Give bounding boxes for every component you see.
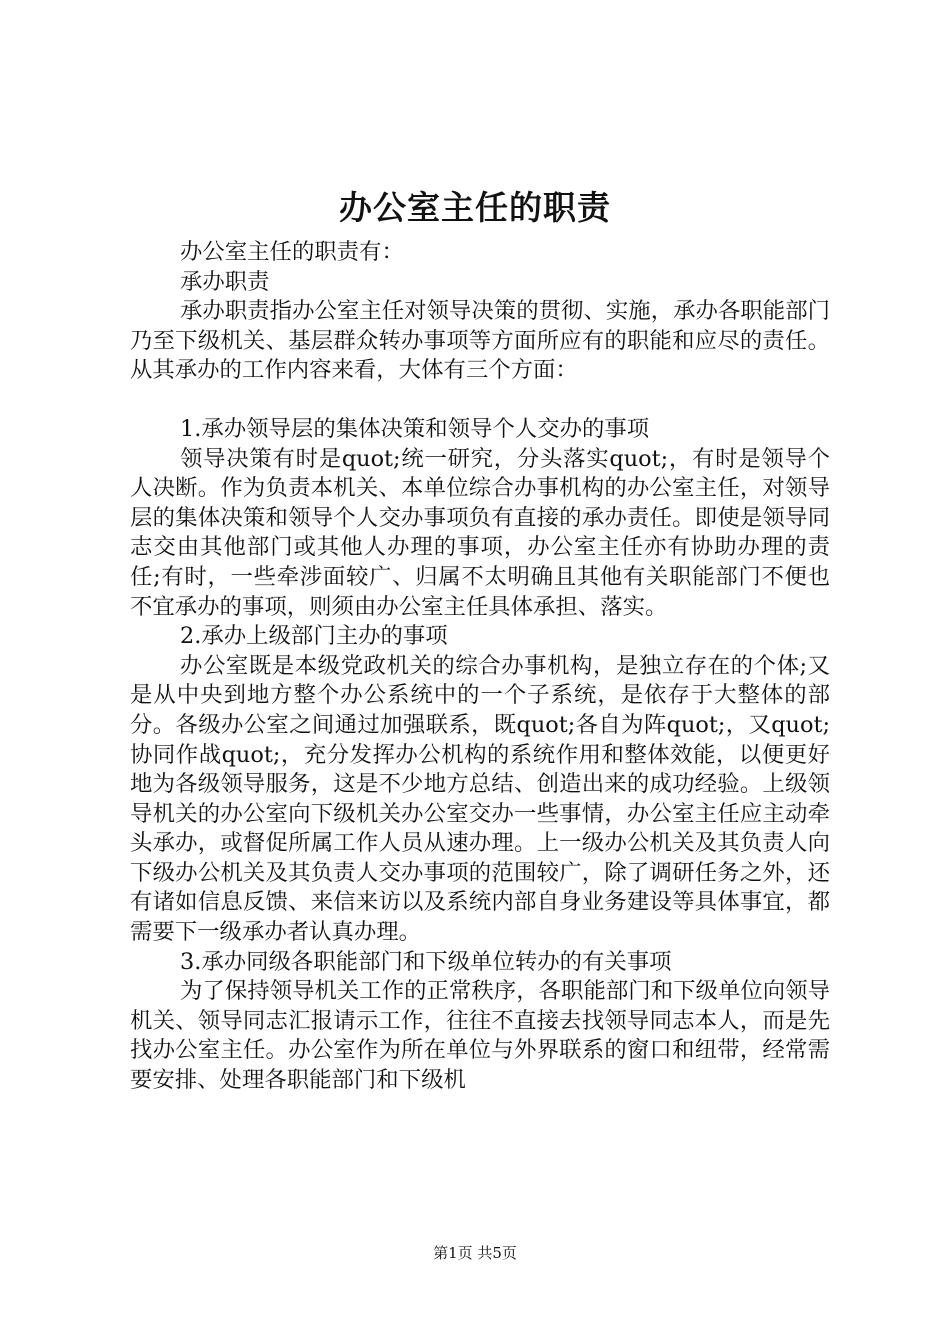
- document-body: [130, 238, 830, 1096]
- body-paragraph: 办公室既是本级党政机关的综合办事机构，是独立存在的个体;又是从中央到地方整个办公系统中的一个子系统，是依存于大整体的部分。各级办公室之间通过加强联系，既quot;各自为阵quot;，又quot;协同作战quot;，充分发挥办公机构的系统作用和整体效能，以便更好地为各级领导服务，这是不少地方总结、创造出来的成功经验。上级领导机关的办公室向下级机关办公室交办一些事情，办公室主任应主动牵头承办，或督促所属工作人员从速办理。上一级办公机关及其负责人向下级办公机关及其负责人交办事项的范围较广，除了调研任务之外，还有诸如信息反馈、来信来访以及系统内部自身业务建设等具体事宜，都需要下一级承办者认真办理。: [130, 652, 830, 946]
- body-paragraph: 承办职责指办公室主任对领导决策的贯彻、实施，承办各职能部门乃至下级机关、基层群众转办事项等方面所应有的职能和应尽的责任。从其承办的工作内容来看，大体有三个方面：: [130, 298, 830, 384]
- subsection-heading-1: 1.承办领导层的集体决策和领导个人交办的事项: [180, 415, 650, 442]
- body-paragraph: 为了保持领导机关工作的正常秩序，各职能部门和下级单位向领导机关、领导同志汇报请示工作，往往不直接去找领导同志本人，而是先找办公室主任。办公室作为所在单位与外界联系的窗口和纽带，经常需要安排、处理各职能部门和下级机: [130, 978, 830, 1094]
- subsection-heading-2: 2.承办上级部门主办的事项: [180, 623, 448, 650]
- document-title: 办公室主任的职责: [339, 188, 611, 227]
- body-paragraph: 领导决策有时是quot;统一研究，分头落实quot;，有时是领导个人决断。作为负责本机关、本单位综合办事机构的办公室主任，对领导层的集体决策和领导个人交办事项负有直接的承办责任。即使是领导同志交由其他部门或其他人办理的事项，办公室主任亦有协助办理的责任;有时，一些牵涉面较广、归属不太明确且其他有关职能部门不便也不宜承办的事项，则须由办公室主任具体承担、落实。: [130, 445, 830, 620]
- intro-line: 办公室主任的职责有：: [180, 239, 404, 265]
- subsection-heading-3: 3.承办同级各职能部门和下级单位转办的有关事项: [180, 948, 672, 975]
- paragraph-gap: [130, 386, 830, 415]
- section-heading: 承办职责: [180, 268, 270, 295]
- page-footer: 第1页 共5页: [433, 1244, 517, 1262]
